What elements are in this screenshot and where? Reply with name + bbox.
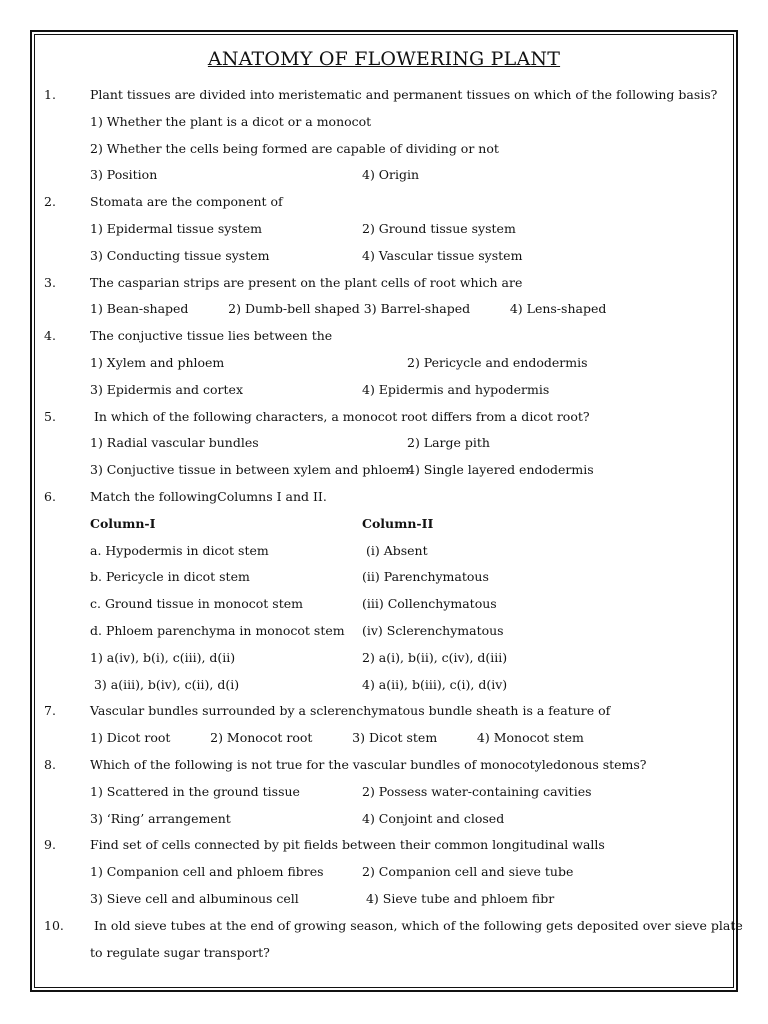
option-2: 2) Ground tissue system [362,220,516,236]
option-row [0,806,768,833]
question-9 [0,832,768,859]
question-text: Vascular bundles surrounded by a sclerenchymatous bundle sheath is a feature of [90,703,611,719]
option-row [0,430,768,457]
question-text: In which of the following characters, a monocot root differs from a dicot root? [90,408,590,424]
option-row [0,162,768,189]
option-2: 2) Pericycle and endodermis [407,354,588,370]
option-row [0,109,768,136]
question-text: Find set of cells connected by pit fields between their common longitudinal walls [90,837,605,853]
question-number: 8. [44,756,56,772]
option-2: 2) a(i), b(ii), c(iv), d(iii) [362,649,508,665]
option-1: 1) Xylem and phloem [90,354,225,370]
column-1-item: b. Pericycle in dicot stem [90,569,250,585]
option-row [0,457,768,484]
match-row [0,564,768,591]
question-number: 2. [44,194,56,210]
question-text: Stomata are the component of [90,194,283,210]
option-row [0,859,768,886]
question-number: 7. [44,703,56,719]
question-text: Which of the following is not true for the vascular bundles of monocotyledonous stems? [90,756,647,772]
column-2-item: (ii) Parenchymatous [362,569,489,585]
option-4: 4) a(ii), b(iii), c(i), d(iv) [362,676,508,692]
option-4: 4) Origin [362,167,420,183]
question-8 [0,752,768,779]
match-row [0,538,768,565]
option-row [0,216,768,243]
option-3: 3) Sieve cell and albuminous cell [90,890,299,906]
question-text: The casparian strips are present on the plant cells of root which are [90,274,523,290]
option-4: 4) Vascular tissue system [362,247,523,263]
question-number: 5. [44,408,56,424]
option-4: 4) Epidermis and hypodermis [362,381,550,397]
column-2-item: (iii) Collenchymatous [362,596,497,612]
option-1: 1) Scattered in the ground tissue [90,783,300,799]
option-2: 2) Companion cell and sieve tube [362,864,574,880]
column-2-item: (i) Absent [362,542,428,558]
question-number: 10. [44,917,64,933]
option-1: 1) Epidermal tissue system [90,220,263,236]
option-3: 3) Conducting tissue system [90,247,270,263]
option-row [0,886,768,913]
question-text-continued-row [0,940,768,967]
option-4: 4) Conjoint and closed [362,810,505,826]
option-3: 3) a(iii), b(iv), c(ii), d(i) [90,676,240,692]
match-row [0,618,768,645]
question-text: The conjuctive tissue lies between the [90,328,333,344]
question-number: 1. [44,87,56,102]
match-header-row [0,511,768,538]
option-row [0,779,768,806]
option-1: 1) Whether the plant is a dicot or a monocot [90,113,372,129]
question-10 [0,913,768,940]
option-row [0,243,768,270]
question-text-continued: to regulate sugar transport? [90,944,270,960]
match-row [0,591,768,618]
question-7 [0,698,768,725]
option-3: 3) Epidermis and cortex [90,381,243,397]
question-number: 4. [44,328,56,344]
question-6 [0,484,768,511]
column-1-heading: Column-I [90,515,156,531]
option-row [0,725,768,752]
question-text: Plant tissues are divided into meristematic and permanent tissues on which of the following basis? [90,87,718,102]
question-3 [0,270,768,297]
options-line: 1) Bean-shaped 2) Dumb-bell shaped 3) Barrel-shaped 4) Lens-shaped [90,301,607,317]
option-row [0,136,768,163]
question-list [0,82,768,966]
column-1-item: c. Ground tissue in monocot stem [90,596,303,612]
option-1: 1) Companion cell and phloem fibres [90,864,324,880]
option-row [0,672,768,699]
options-line: 1) Dicot root 2) Monocot root 3) Dicot stem 4) Monocot stem [90,730,584,746]
option-1: 1) Radial vascular bundles [90,435,259,451]
question-number: 9. [44,837,56,853]
question-number: 6. [44,488,56,504]
column-1-item: d. Phloem parenchyma in monocot stem [90,622,345,638]
option-2: 2) Whether the cells being formed are capable of dividing or not [90,140,499,156]
question-5 [0,404,768,431]
column-1-item: a. Hypodermis in dicot stem [90,542,269,558]
question-2 [0,189,768,216]
option-4: 4) Sieve tube and phloem fibr [362,890,555,906]
page-title: ANATOMY OF FLOWERING PLANT [207,48,561,70]
question-text: Match the followingColumns I and II. [90,488,327,504]
option-1: 1) a(iv), b(i), c(iii), d(ii) [90,649,236,665]
column-2-item: (iv) Sclerenchymatous [362,622,504,638]
option-4: 4) Single layered endodermis [407,462,594,478]
option-row [0,350,768,377]
column-2-heading: Column-II [362,515,434,531]
question-text: In old sieve tubes at the end of growing season, which of the following gets deposited over sieve plate [90,917,743,933]
question-number: 3. [44,274,56,290]
question-4 [0,323,768,350]
option-2: 2) Large pith [407,435,490,451]
question-1 [0,82,768,109]
option-row [0,377,768,404]
option-3: 3) Position [90,167,158,183]
option-3: 3) ‘Ring’ arrangement [90,810,231,826]
option-row [0,296,768,323]
option-row [0,645,768,672]
option-3: 3) Conjuctive tissue in between xylem and phloem [90,462,410,478]
option-2: 2) Possess water-containing cavities [362,783,592,799]
